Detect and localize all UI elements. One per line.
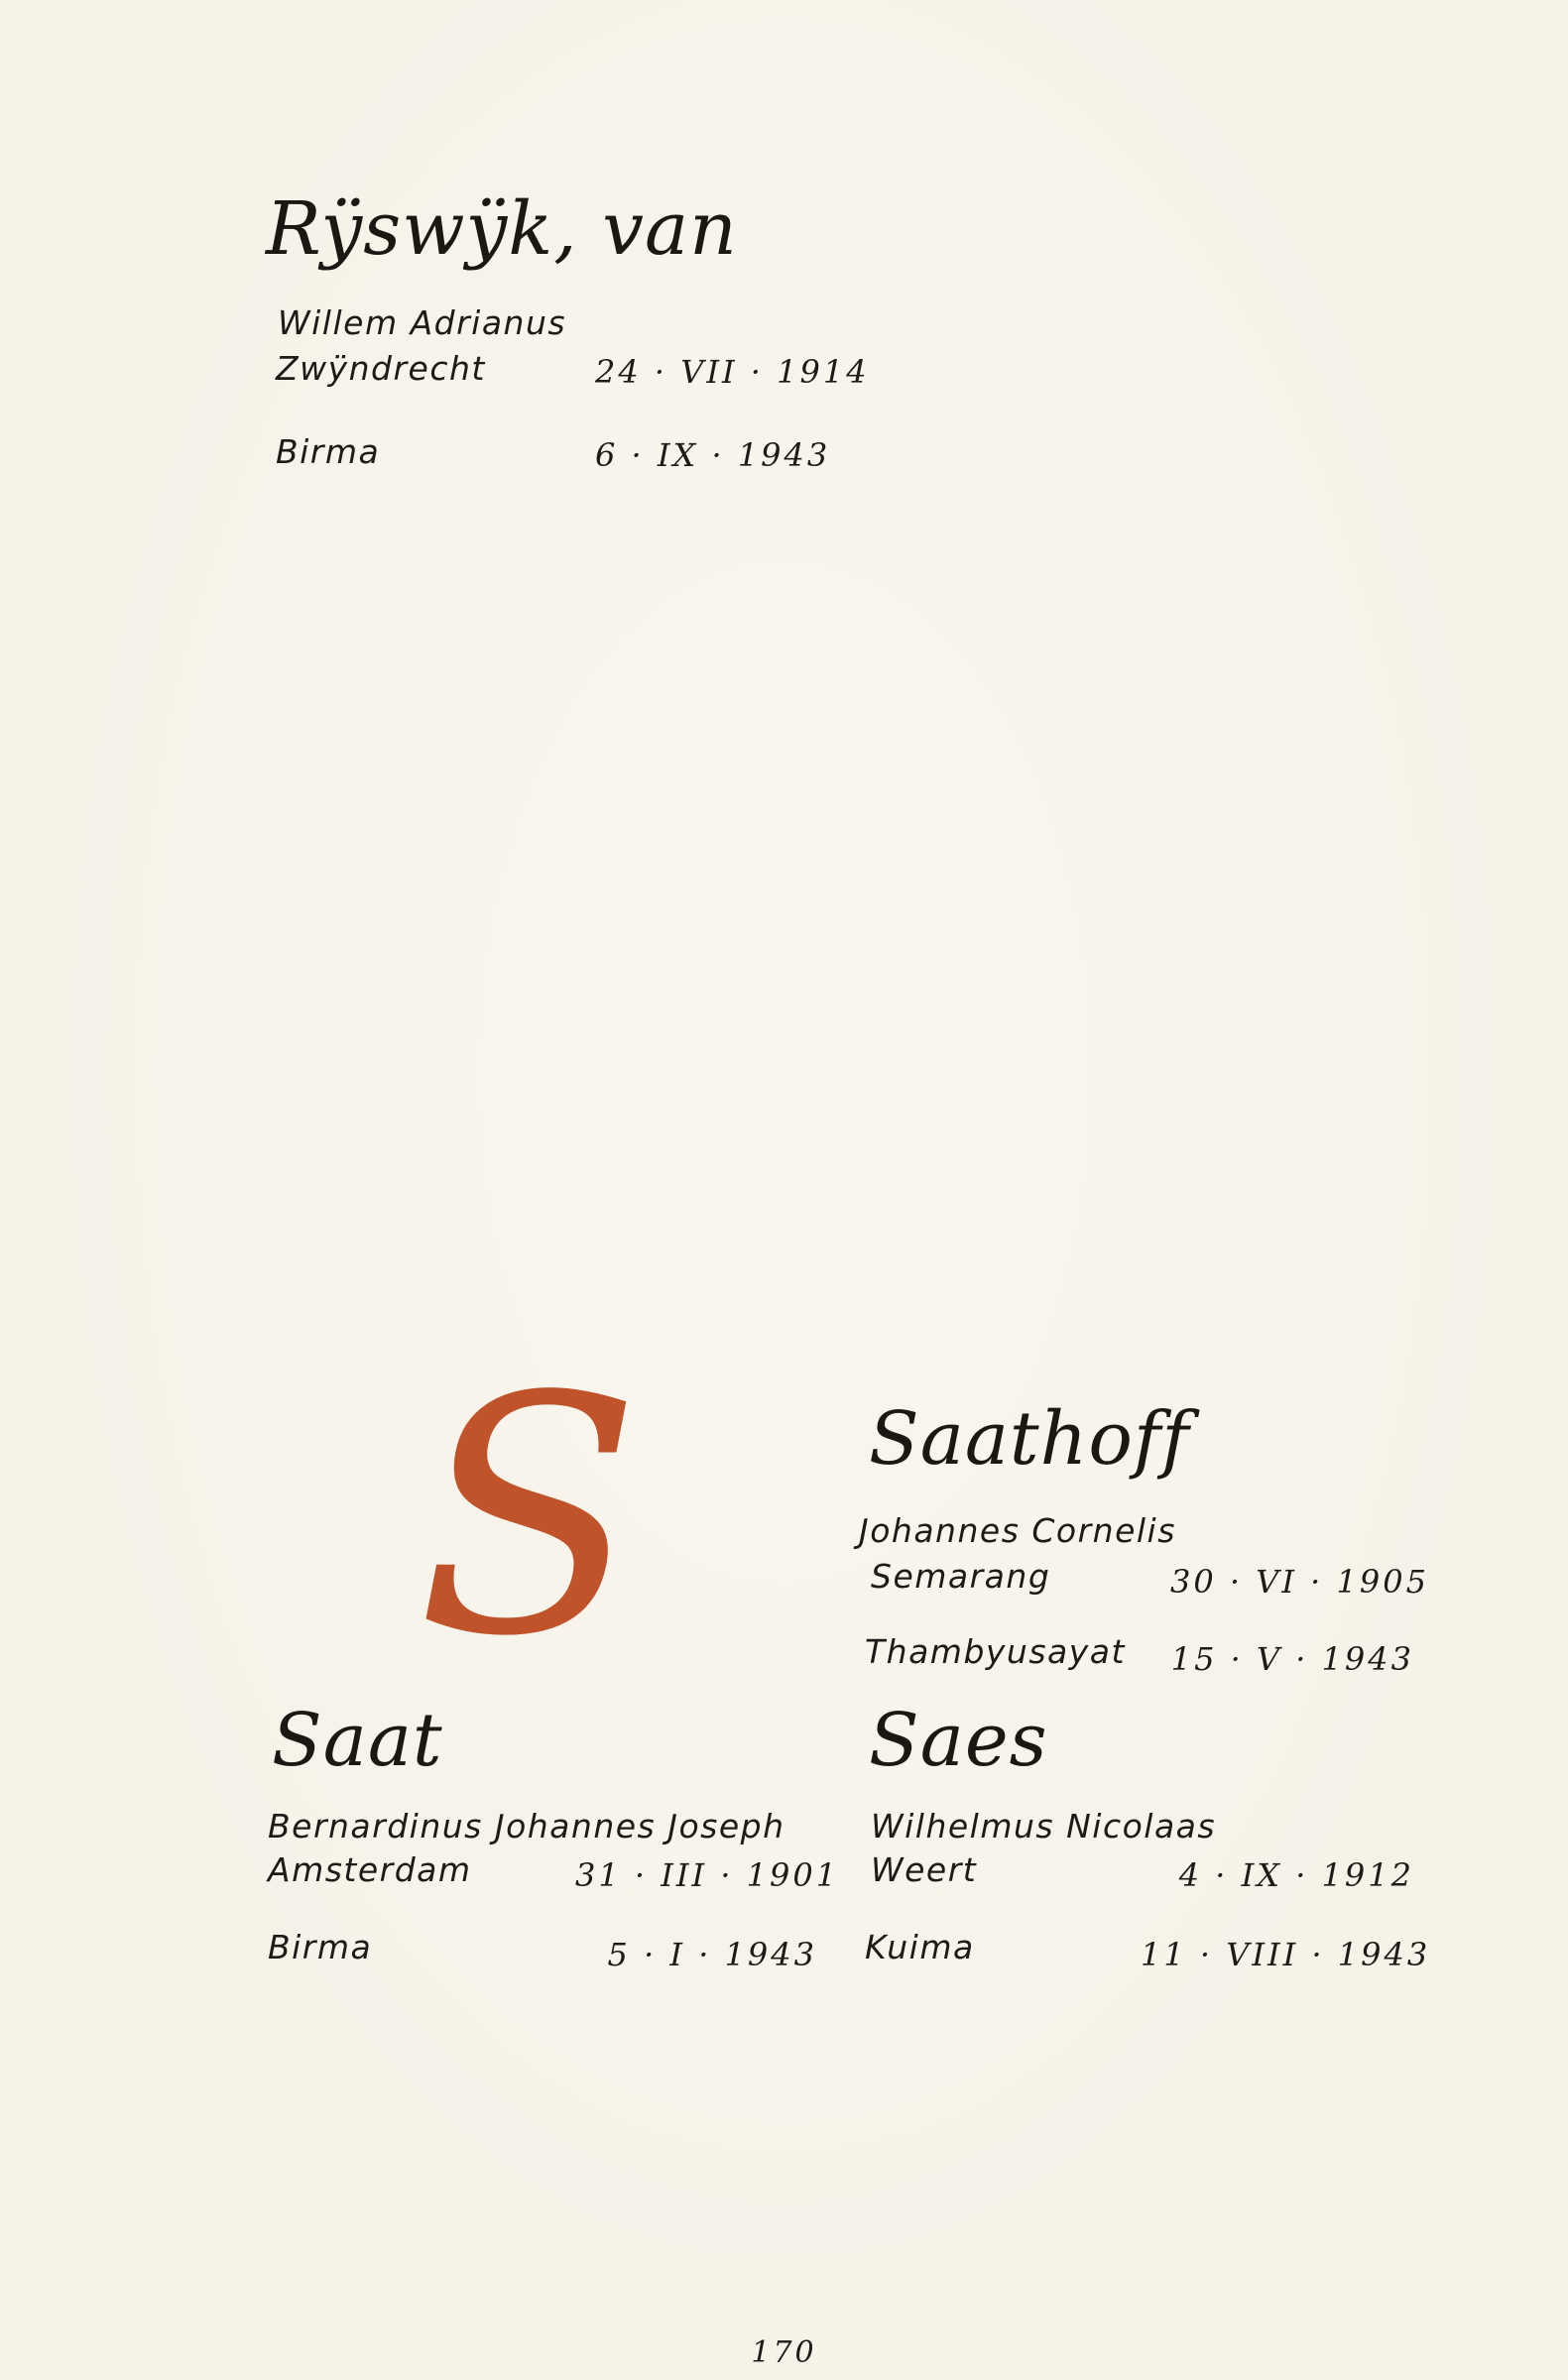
- entry-surname: Saat: [272, 1698, 443, 1783]
- entry-birth-place: Zwÿndrecht: [276, 349, 486, 388]
- entry-death-date: 5 · I · 1943: [607, 1936, 817, 1973]
- entry-birth-place: Weert: [871, 1850, 978, 1889]
- entry-death-date: 15 · V · 1943: [1170, 1640, 1414, 1678]
- entry-given-names: Wilhelmus Nicolaas: [871, 1807, 1217, 1845]
- entry-birth-date: 30 · VI · 1905: [1170, 1563, 1429, 1601]
- entry-death-date: 11 · VIII · 1943: [1141, 1936, 1431, 1973]
- entry-given-names: Johannes Cornelis: [859, 1511, 1176, 1550]
- entry-given-names: Willem Adrianus: [278, 303, 567, 342]
- entry-death-place: Kuima: [865, 1928, 975, 1966]
- entry-death-place: Birma: [276, 432, 381, 471]
- entry-birth-date: 4 · IX · 1912: [1178, 1856, 1414, 1894]
- entry-birth-date: 24 · VII · 1914: [595, 353, 870, 391]
- entry-surname: Rÿswÿk, van: [266, 186, 738, 272]
- section-initial-letter: S: [417, 1327, 642, 1708]
- page-number: 170: [751, 2335, 817, 2370]
- entry-given-names: Bernardinus Johannes Joseph: [268, 1807, 785, 1845]
- entry-birth-place: Semarang: [871, 1557, 1051, 1596]
- entry-death-date: 6 · IX · 1943: [595, 436, 831, 474]
- entry-death-place: Birma: [268, 1928, 373, 1966]
- entry-surname: Saes: [869, 1698, 1048, 1783]
- entry-birth-place: Amsterdam: [268, 1850, 472, 1889]
- entry-birth-date: 31 · III · 1901: [575, 1856, 840, 1894]
- entry-surname: Saathoff: [869, 1396, 1190, 1482]
- entry-death-place: Thambyusayat: [865, 1632, 1126, 1671]
